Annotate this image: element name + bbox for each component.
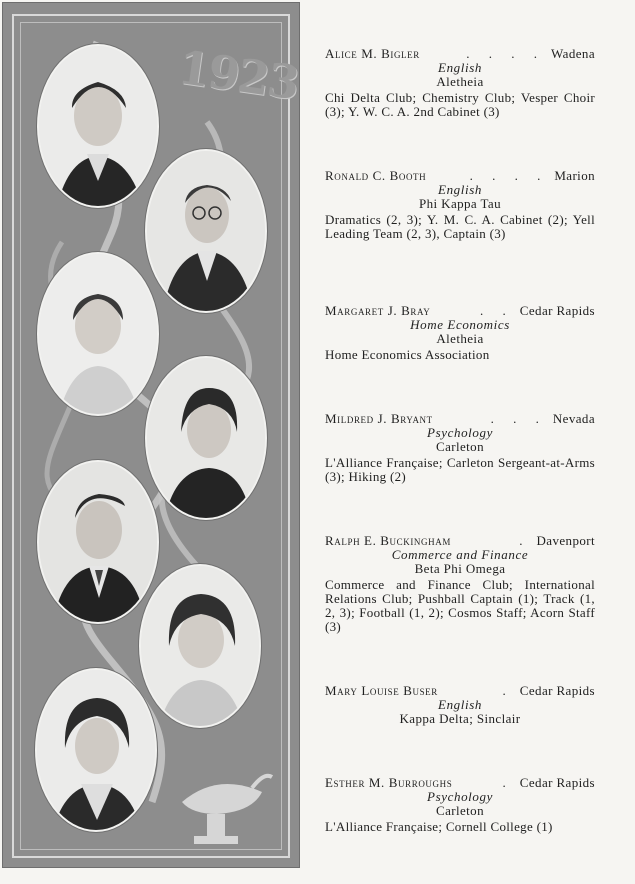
society: Phi Kappa Tau	[418, 196, 502, 211]
leader-dots: .	[502, 776, 514, 790]
society: Aletheia	[436, 74, 484, 89]
society: Kappa Delta; Sinclair	[399, 711, 521, 726]
portrait-panel	[2, 2, 300, 868]
student-name: Ralph E. Buckingham	[325, 533, 451, 548]
portrait-ralph-buckingham	[37, 460, 159, 624]
activities: L'Alliance Française; Carleton Sergeant-at-Arms (3); Hiking (2)	[325, 455, 595, 484]
student-name: Esther M. Burroughs	[325, 775, 453, 790]
activities: Chi Delta Club; Chemistry Club; Vesper Choir (3); Y. W. C. A. 2nd Cabinet (3)	[325, 90, 595, 119]
portrait-ronald-booth	[145, 149, 267, 313]
lamp-icon	[182, 776, 272, 844]
entry-esther-burroughs	[325, 776, 595, 834]
hometown: Davenport	[536, 533, 595, 548]
hometown: Cedar Rapids	[519, 683, 595, 698]
student-name: Ronald C. Booth	[325, 168, 427, 183]
major: English	[438, 182, 482, 197]
hometown: Wadena	[551, 46, 595, 61]
major: Psychology	[427, 425, 493, 440]
society: Carleton	[436, 803, 484, 818]
hometown: Nevada	[552, 411, 595, 426]
major: Home Economics	[410, 317, 510, 332]
society: Beta Phi Omega	[414, 561, 506, 576]
year-mark: 1923	[174, 39, 302, 111]
leader-dots: . . .	[490, 412, 547, 426]
student-name: Alice M. Bigler	[325, 46, 420, 61]
activities: L'Alliance Française; Cornell College (1)	[325, 819, 553, 834]
student-name: Mildred J. Bryant	[325, 411, 433, 426]
leader-dots: . .	[480, 304, 514, 318]
major: Psychology	[427, 789, 493, 804]
hometown: Cedar Rapids	[519, 303, 595, 318]
student-name: Mary Louise Buser	[325, 683, 438, 698]
society: Aletheia	[436, 331, 484, 346]
leader-dots: .	[502, 684, 514, 698]
hometown: Marion	[554, 168, 595, 183]
entry-mary-louise-buser	[325, 684, 595, 728]
entry-ronald-booth	[325, 169, 595, 241]
entry-alice-bigler	[325, 47, 595, 119]
portrait-alice-bigler	[37, 44, 159, 208]
activities: Commerce and Finance Club; International Relations Club; Pushball Captain (1); Track (1, 2, 3); Football (1, 2); Cosmos Staff; Acorn Staff (3)	[325, 577, 595, 634]
major: English	[438, 697, 482, 712]
hometown: Cedar Rapids	[519, 775, 595, 790]
student-name: Margaret J. Bray	[325, 303, 431, 318]
portrait-mary-louise-buser	[139, 564, 261, 728]
leader-dots: .	[519, 534, 531, 548]
portrait-mildred-bryant	[145, 356, 267, 520]
leader-dots: . . . .	[466, 47, 546, 61]
activities: Home Economics Association	[325, 347, 490, 362]
portrait-margaret-bray	[37, 252, 159, 416]
entry-margaret-bray	[325, 304, 595, 362]
entry-ralph-buckingham	[325, 534, 595, 634]
major: Commerce and Finance	[391, 547, 529, 562]
leader-dots: . . . .	[469, 169, 549, 183]
activities: Dramatics (2, 3); Y. M. C. A. Cabinet (2); Yell Leading Team (2, 3), Captain (3)	[325, 212, 595, 241]
major: English	[438, 60, 482, 75]
entry-mildred-bryant	[325, 412, 595, 484]
portrait-esther-burroughs	[35, 668, 157, 832]
society: Carleton	[436, 439, 484, 454]
